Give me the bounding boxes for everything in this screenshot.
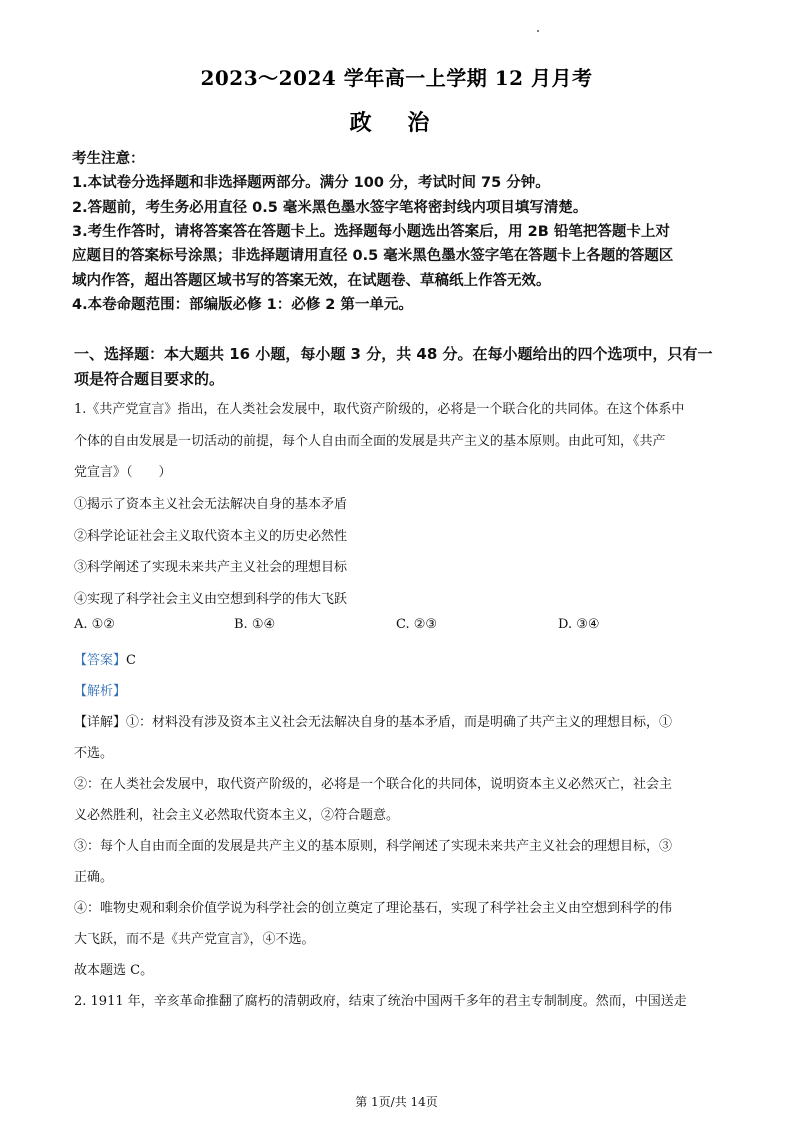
explanation-line: ②：在人类社会发展中，取代资产阶级的，必将是一个联合化的共同体，说明资本主义必然灭亡，社会主 <box>74 777 673 792</box>
option-b: B. ①④ <box>234 617 276 632</box>
option-c: C. ②③ <box>396 617 438 632</box>
option-a: A. ①② <box>74 617 115 632</box>
statement-4: ④实现了科学社会主义由空想到科学的伟大飞跃 <box>74 592 348 607</box>
explanation-text: ①：材料没有涉及资本主义社会无法解决自身的基本矛盾，而是明确了共产主义的理想目标，① <box>126 715 673 730</box>
conclusion-line: 故本题选 C。 <box>74 963 154 978</box>
explanation-line: ③：每个人自由而全面的发展是共产主义的基本原则，科学阐述了实现未来共产主义社会的理想目标，③ <box>74 839 673 854</box>
notice-heading: 考生注意： <box>72 151 145 167</box>
notice-line-1: 1.本试卷分选择题和非选择题两部分。满分 100 分，考试时间 75 分钟。 <box>72 175 550 191</box>
explanation-line: ④：唯物史观和剩余价值学说为科学社会的创立奠定了理论基石，实现了科学社会主义由空想到科学的伟 <box>74 901 673 916</box>
explanation-line: 正确。 <box>74 870 114 885</box>
subject-title: 政 治 <box>349 110 444 136</box>
detail-tag: 【详解】 <box>74 715 127 730</box>
scan-dot <box>537 30 539 32</box>
answer-line <box>74 649 136 668</box>
question-1-stem-line: 个体的自由发展是一切活动的前提，每个人自由而全面的发展是共产主义的基本原则。由此可知，《共产 <box>74 434 666 449</box>
notice-line-6: 4.本卷命题范围：部编版必修 1：必修 2 第一单元。 <box>72 297 413 313</box>
notice-line-5: 域内作答，超出答题区域书写的答案无效，在试题卷、草稿纸上作答无效。 <box>72 273 551 289</box>
statement-2: ②科学论证社会主义取代资本主义的历史必然性 <box>74 529 348 544</box>
notice-line-2: 2.答题前，考生务必用直径 0.5 毫米黑色墨水签字笔将密封线内项目填写清楚。 <box>72 200 588 216</box>
section-line-2: 项是符合题目要求的。 <box>74 370 225 388</box>
question-1-stem-line: 1.《共产党宣言》指出，在人类社会发展中，取代资产阶级的，必将是一个联合化的共同体。在这个体系中 <box>74 402 685 417</box>
section-line-1: 一、选择题：本大题共 16 小题，每小题 3 分，共 48 分。在每小题给出的四个选项中，只有一 <box>74 345 713 363</box>
explanation-line-1 <box>74 711 672 730</box>
question-2-stem: 2. 1911 年，辛亥革命推翻了腐朽的清朝政府，结束了统治中国两千多年的君主专制制度。然而，中国送走 <box>74 994 687 1009</box>
option-d: D. ③④ <box>558 617 600 632</box>
answer-value: C <box>126 653 136 668</box>
explanation-line: 大飞跃，而不是《共产党宣言》，④不选。 <box>74 932 315 947</box>
exam-title: 2023～2024 学年高一上学期 12 月月考 <box>200 66 593 90</box>
page-footer: 第 1页/共 14页 <box>355 1095 438 1109</box>
explanation-line: 不选。 <box>74 746 114 761</box>
notice-line-4: 应题目的答案标号涂黑；非选择题请用直径 0.5 毫米黑色墨水签字笔在答题卡上各题的答题区 <box>72 248 674 264</box>
answer-tag: 【答案】 <box>74 653 127 668</box>
statement-1: ①揭示了资本主义社会无法解决自身的基本矛盾 <box>74 497 348 512</box>
analysis-tag: 【解析】 <box>74 684 127 699</box>
statement-3: ③科学阐述了实现未来共产主义社会的理想目标 <box>74 560 348 575</box>
notice-line-3: 3.考生作答时，请将答案答在答题卡上。选择题每小题选出答案后，用 2B 铅笔把答题卡上对 <box>72 224 670 240</box>
explanation-line: 义必然胜利，社会主义必然取代资本主义，②符合题意。 <box>74 808 400 823</box>
question-1-stem-line: 党宣言》（ ） <box>74 465 172 480</box>
